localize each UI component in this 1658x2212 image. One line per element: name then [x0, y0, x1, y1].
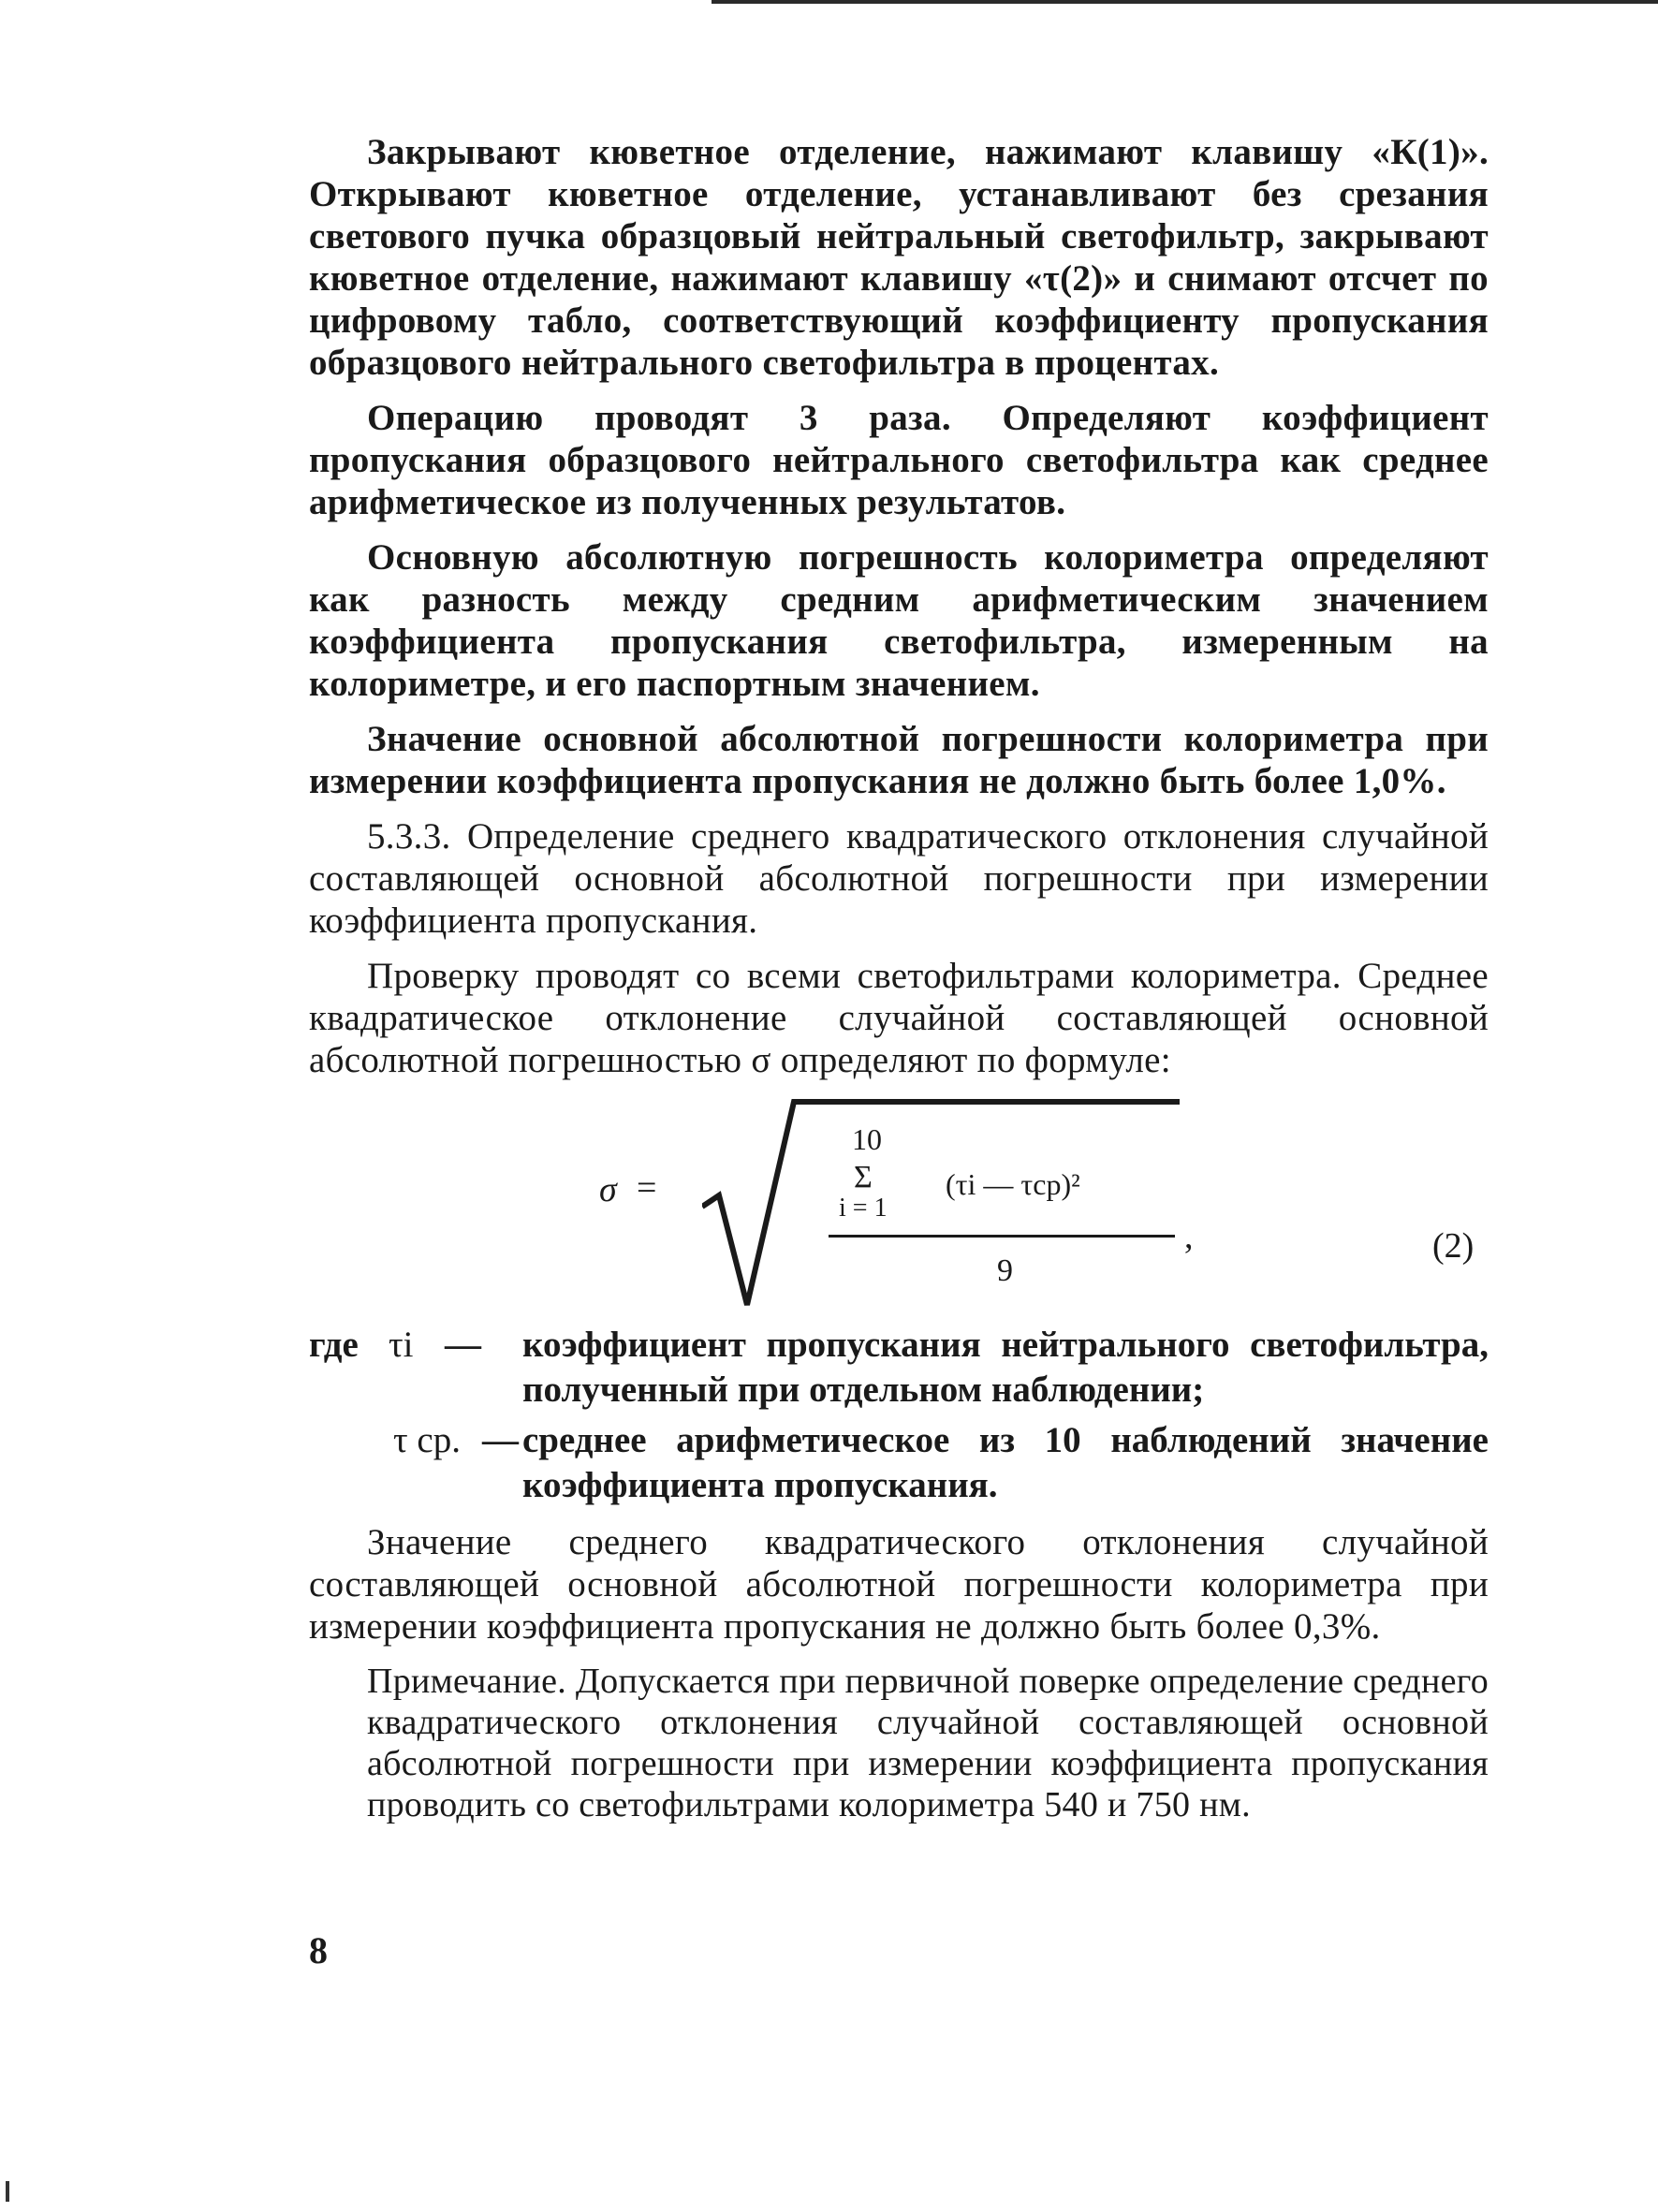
top-rule [712, 0, 1658, 4]
equation-number: (2) [1432, 1226, 1475, 1266]
formula-denominator: 9 [997, 1253, 1013, 1288]
where-dash-1: — [445, 1325, 481, 1365]
paragraph-1: Закрывают кюветное отделение, нажимают клавишу «К(1)». Открывают кюветное отделение, устанавливают без срезания светового пучка образцовый нейтральный светофильтр, закрывают кюветное отделение, нажимают клавишу «τ(2)» и снимают отсчет по цифровому табло, соответствующий коэффициенту пропускания образцового нейтрального светофильтра в процентах. [309, 132, 1489, 383]
where-symbol-2: τ ср. [393, 1420, 461, 1460]
section-heading-5-3-3: 5.3.3. Определение среднего квадратического отклонения случайной составляющей основной абсолютной погрешности при измерении коэффициента пропускания. [309, 816, 1489, 941]
edge-mark [6, 2181, 9, 2202]
paragraph-3: Основную абсолютную погрешность колориметра определяют как разность между средним арифметическим значением коэффициента пропускания светофильтра, измеренным на колориметре, и его паспортным значением. [309, 537, 1489, 704]
sum-upper-limit: 10 [852, 1122, 882, 1156]
formula-comma: , [1184, 1217, 1194, 1256]
where-symbol-1: τi [389, 1325, 414, 1365]
where-list [309, 1323, 1489, 1508]
paragraph-4: Значение основной абсолютной погрешности колориметра при измерении коэффициента пропускания не должно быть более 1,0%. [309, 719, 1489, 801]
where-lead: где [309, 1325, 359, 1365]
where-text-1: коэффициент пропускания нейтрального светофильтра, полученный при отдельном наблюдении; [522, 1325, 1489, 1410]
document-page [309, 131, 1489, 1838]
paragraph-7: Значение среднего квадратического отклонения случайной составляющей основной абсолютной погрешности колориметра при измерении коэффициента пропускания не должно быть более 0,3%. [309, 1522, 1489, 1647]
formula-lhs: σ [599, 1170, 617, 1209]
paragraph-6: Проверку проводят со всеми светофильтрами колориметра. Среднее квадратическое отклонение случайной составляющей основной абсолютной погрешностью σ определяют по формуле: [309, 956, 1489, 1080]
note-text: Примечание. Допускается при первичной поверке определение среднего квадратического отклонения случайной составляющей основной абсолютной погрешности при измерении коэффициента пропускания проводить со светофильтрами колориметра 540 и 750 нм. [367, 1662, 1489, 1824]
fraction-line [829, 1235, 1175, 1238]
formula-2 [309, 1094, 1489, 1310]
note-block [309, 1661, 1489, 1825]
where-item-2 [309, 1418, 1489, 1508]
page-number: 8 [309, 1929, 328, 1971]
formula-equals: = [637, 1168, 657, 1208]
sum-symbol: Σ [854, 1160, 873, 1194]
where-dash-2: — [482, 1420, 519, 1460]
formula-numerator: (τi — τcp)² [946, 1167, 1080, 1201]
sum-lower-limit: i = 1 [839, 1194, 888, 1223]
paragraph-2: Операцию проводят 3 раза. Определяют коэффициент пропускания образцового нейтрального светофильтра как среднее арифметическое из полученных результатов. [309, 398, 1489, 522]
where-text-2: среднее арифметическое из 10 наблюдений значение коэффициента пропускания. [522, 1420, 1489, 1505]
where-item-1 [309, 1323, 1489, 1413]
square-root-sign [702, 1094, 1189, 1310]
